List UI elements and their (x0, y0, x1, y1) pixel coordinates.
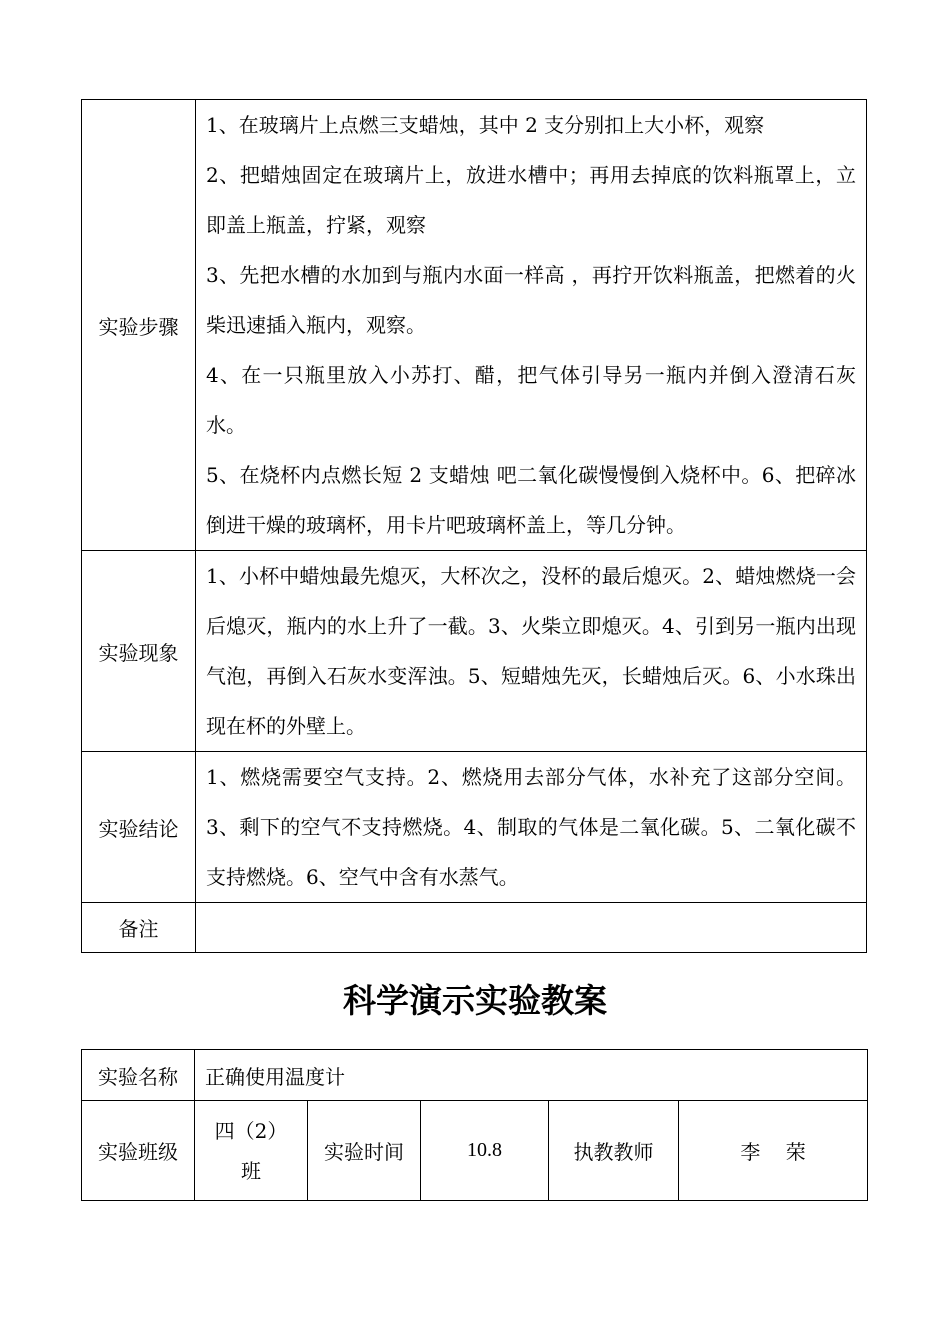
conclusion-label: 实验结论 (82, 752, 196, 903)
class-label: 实验班级 (82, 1101, 195, 1201)
experiment-plan-table (81, 1049, 868, 1201)
conclusion-text: 1、燃烧需要空气支持。2、燃烧用去部分气体，水补充了这部分空间。3、剩下的空气不支持燃烧。4、制取的气体是二氧化碳。5、二氧化碳不支持燃烧。6、空气中含有水蒸气。 (206, 765, 856, 889)
notes-content (196, 903, 867, 953)
time-label: 实验时间 (308, 1101, 421, 1201)
step-2: 2、把蜡烛固定在玻璃片上，放进水槽中；再用去掉底的饮料瓶罩上，立即盖上瓶盖，拧紧，观察 (206, 163, 856, 237)
phenomenon-text: 1、小杯中蜡烛最先熄灭，大杯次之，没杯的最后熄灭。2、蜡烛燃烧一会后熄灭，瓶内的水上升了一截。3、火柴立即熄灭。4、引到另一瓶内出现气泡，再倒入石灰水变浑浊。5、短蜡烛先灭，长蜡烛后灭。6、小水珠出现在杯的外壁上。 (206, 564, 856, 738)
step-1: 1、在玻璃片上点燃三支蜡烛，其中 2 支分别扣上大小杯，观察 (206, 113, 765, 137)
page-title: 科学演示实验教案 (343, 981, 607, 1020)
steps-label: 实验步骤 (82, 100, 196, 551)
experiment-record-table (81, 99, 867, 953)
teacher-value: 李 荣 (679, 1101, 868, 1201)
step-4: 4、在一只瓶里放入小苏打、醋，把气体引导另一瓶内并倒入澄清石灰水。 (206, 363, 856, 437)
name-label: 实验名称 (82, 1050, 195, 1101)
steps-content (196, 100, 867, 551)
phenomenon-content (196, 551, 867, 752)
class-value-line1: 四（2） (214, 1118, 288, 1143)
notes-label: 备注 (82, 903, 196, 953)
class-value-line2: 班 (241, 1158, 261, 1183)
teacher-label: 执教教师 (549, 1101, 679, 1201)
step-5: 5、在烧杯内点燃长短 2 支蜡烛 吧二氧化碳慢慢倒入烧杯中。6、把碎冰倒进干燥的玻璃杯，用卡片吧玻璃杯盖上，等几分钟。 (206, 463, 856, 537)
time-value: 10.8 (421, 1101, 549, 1201)
name-value: 正确使用温度计 (195, 1050, 868, 1101)
step-3: 3、先把水槽的水加到与瓶内水面一样高 ，再拧开饮料瓶盖，把燃着的火柴迅速插入瓶内，观察。 (206, 263, 856, 337)
phenomenon-label: 实验现象 (82, 551, 196, 752)
conclusion-content (196, 752, 867, 903)
class-value (195, 1101, 308, 1201)
